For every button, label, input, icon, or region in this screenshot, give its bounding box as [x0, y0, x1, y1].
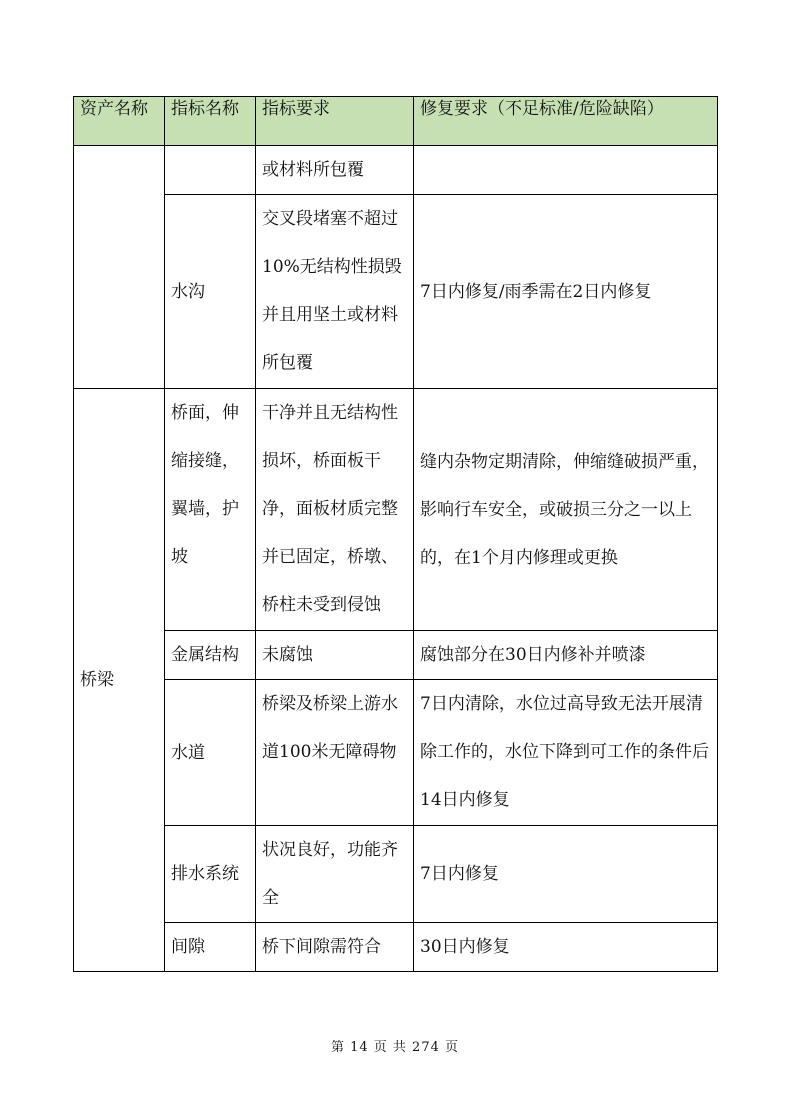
requirement-cell: 未腐蚀 — [256, 631, 414, 680]
repair-cell — [414, 146, 718, 195]
table-row — [74, 146, 718, 195]
requirement-cell: 或材料所包覆 — [256, 146, 414, 195]
repair-cell: 7日内清除，水位过高导致无法开展清除工作的，水位下降到可工作的条件后14日内修复 — [414, 680, 718, 826]
requirement-cell: 桥梁及桥梁上游水道100米无障碍物 — [256, 680, 414, 826]
header-indicator-name: 指标名称 — [165, 97, 256, 146]
requirement-cell: 干净并且无结构性损坏，桥面板干净，面板材质完整并已固定，桥墩、桥柱未受到侵蚀 — [256, 389, 414, 631]
indicator-cell: 间隙 — [165, 923, 256, 972]
table-header-row — [74, 97, 718, 146]
table-row — [74, 923, 718, 972]
table-row — [74, 389, 718, 631]
header-repair-requirement: 修复要求（不足标准/危险缺陷） — [414, 97, 718, 146]
header-asset-name: 资产名称 — [74, 97, 165, 146]
repair-cell: 腐蚀部分在30日内修补并喷漆 — [414, 631, 718, 680]
repair-cell: 7日内修复/雨季需在2日内修复 — [414, 195, 718, 389]
indicator-cell — [165, 146, 256, 195]
repair-cell: 30日内修复 — [414, 923, 718, 972]
requirement-cell: 桥下间隙需符合 — [256, 923, 414, 972]
table-row — [74, 631, 718, 680]
table-row — [74, 826, 718, 923]
asset-cell-previous — [74, 146, 165, 389]
asset-standards-table — [73, 96, 718, 972]
table-row — [74, 680, 718, 826]
table-row — [74, 195, 718, 389]
requirement-cell: 状况良好，功能齐全 — [256, 826, 414, 923]
indicator-cell: 水沟 — [165, 195, 256, 389]
repair-cell: 7日内修复 — [414, 826, 718, 923]
indicator-cell: 水道 — [165, 680, 256, 826]
asset-cell-bridge: 桥梁 — [74, 389, 165, 972]
page-number-footer: 第 14 页 共 274 页 — [330, 1040, 460, 1055]
indicator-cell: 排水系统 — [165, 826, 256, 923]
requirement-cell: 交叉段堵塞不超过10%无结构性损毁并且用坚土或材料所包覆 — [256, 195, 414, 389]
header-indicator-requirement: 指标要求 — [256, 97, 414, 146]
indicator-cell: 金属结构 — [165, 631, 256, 680]
repair-cell: 缝内杂物定期清除，伸缩缝破损严重，影响行车安全，或破损三分之一以上的，在1个月内修理或更换 — [414, 389, 718, 631]
indicator-cell: 桥面，伸缩接缝，翼墙，护坡 — [165, 389, 256, 631]
